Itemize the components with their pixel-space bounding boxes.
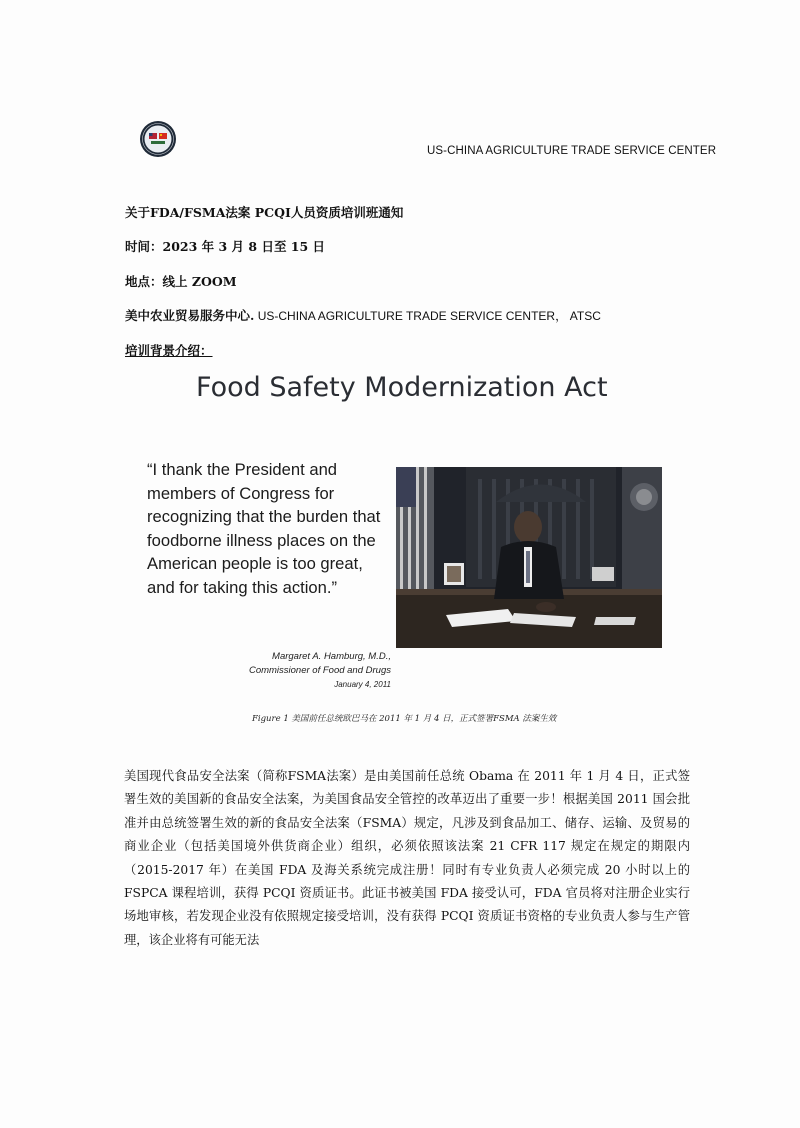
notice-location: 地点：线上 ZOOM — [125, 274, 237, 289]
quote-attribution — [200, 650, 391, 692]
background-heading: 培训背景介绍： — [125, 343, 213, 358]
slide-title: Food Safety Modernization Act — [196, 372, 608, 403]
notice-time: 时间：2023 年 3 月 8 日至 15 日 — [125, 239, 326, 254]
organization-logo-icon — [139, 120, 177, 158]
notice-title: 关于FDA/FSMA法案 PCQI人员资质培训班通知 — [125, 205, 404, 220]
signing-photo — [396, 467, 662, 648]
organizer-chinese-name: 美中农业贸易服务中心. — [125, 308, 255, 323]
slide-quote: “I thank the President and members of Congress for recognizing that the burden that foodborne illness places on the American people is too great, and for taking this action.” — [147, 460, 381, 597]
attribution-role: Commissioner of Food and Drugs — [248, 665, 391, 676]
body-paragraph: 美国现代食品安全法案（简称FSMA法案）是由美国前任总统 Obama 在 2011 年 1 月 4 日，正式签署生效的美国新的食品安全法案，为美国食品安全管控的改革迈出了重要一步！根据美国 2011 国会批准并由总统签署生效的新的食品安全法案（FSMA）规定，凡涉及到食品加工、储存、运输、及贸易的商业企业（包括美国境外供货商企业）组织，必须依照该法案 21 CFR 117 规定在规定的期限内（2015-2017 年）在美国 FDA 及海关系统完成注册！同时有专业负责人必须完成 20 小时以上的 FSPCA 课程培训，获得 PCQI 资质证书。此证书被美国 FDA 接受认可，FDA 官员将对注册企业实行场地审核，若发现企业没有依照规定接受培训，没有获得 PCQI 资质证书资格的专业负责人参与生产管理，该企业将有可能无法 — [124, 769, 690, 947]
organizer-english-name: US-CHINA AGRICULTURE TRADE SERVICE CENTER， ATSC — [254, 309, 601, 323]
attribution-date: January 4, 2011 — [334, 680, 391, 689]
figure-caption: Figure 1 美国前任总统欧巴马在 2011 年 1 月 4 日，正式签署FSMA 法案生效 — [252, 714, 557, 724]
notice-organizer — [125, 306, 601, 324]
attribution-name: Margaret A. Hamburg, M.D., — [272, 651, 391, 662]
organization-header: US-CHINA AGRICULTURE TRADE SERVICE CENTER — [427, 145, 717, 157]
